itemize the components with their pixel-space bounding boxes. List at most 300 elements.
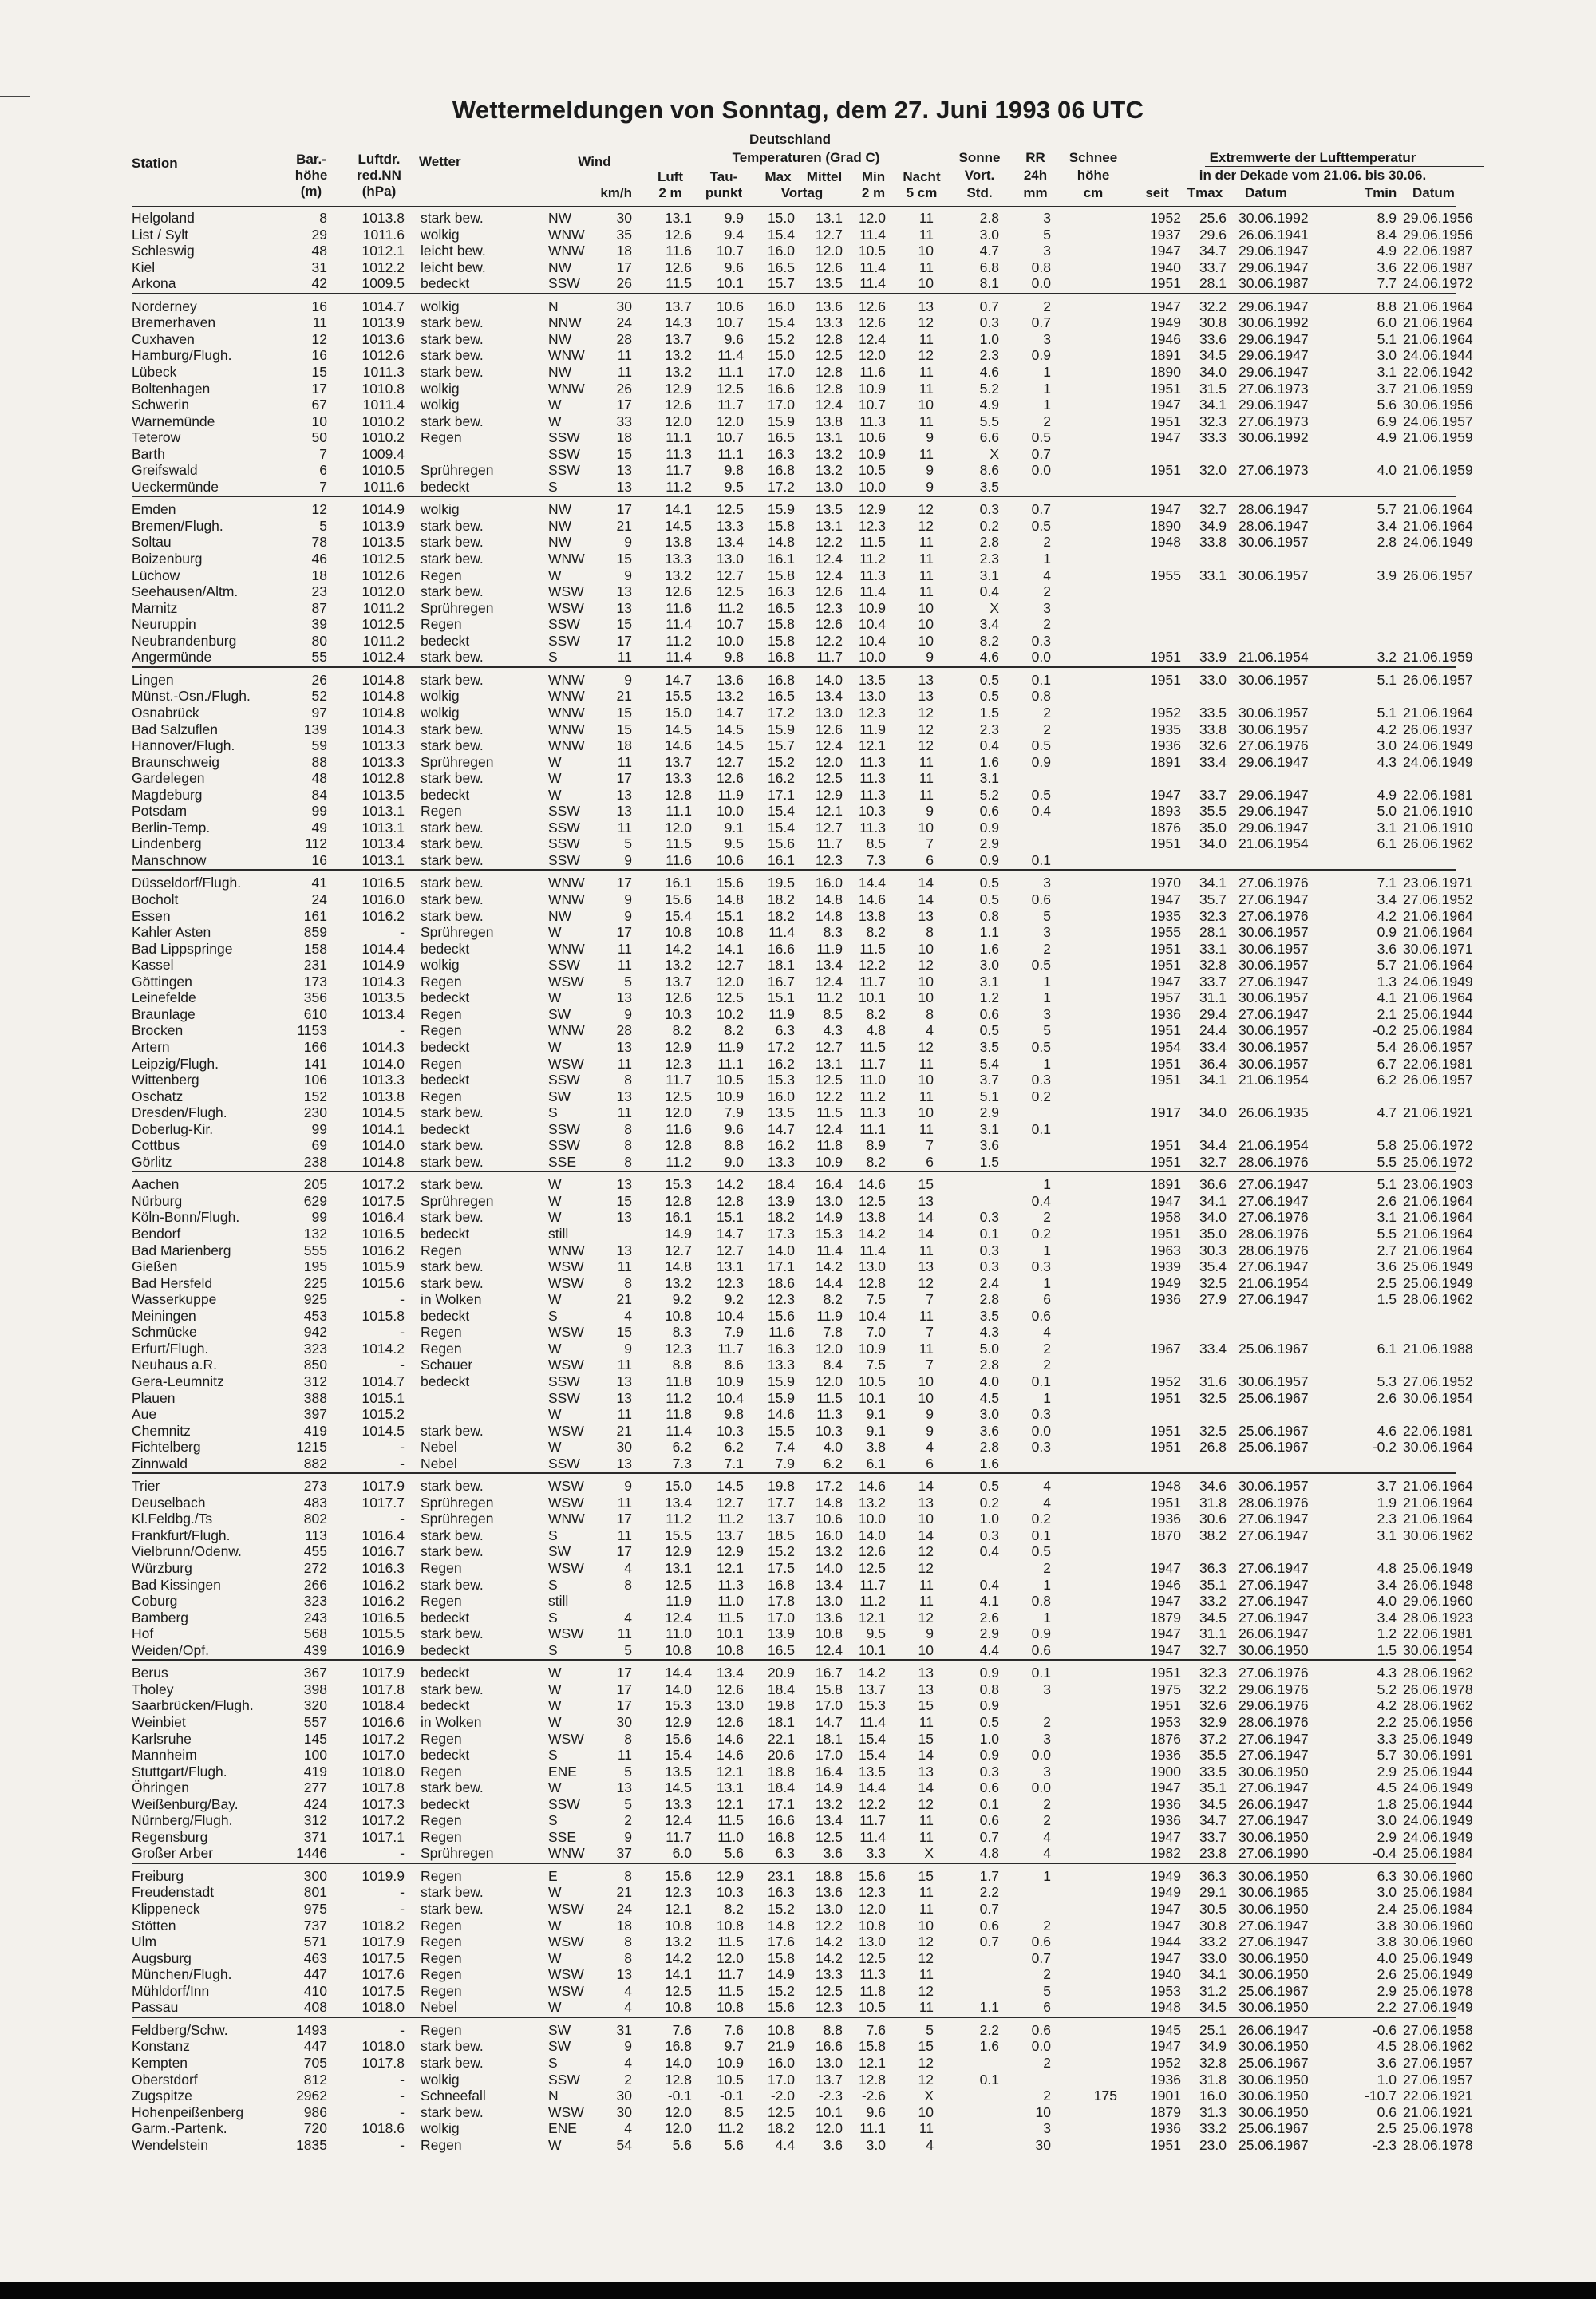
cell-schnee	[1085, 1006, 1117, 1023]
cell-sonne: 1.0	[979, 1511, 999, 1527]
header-rr-24h: 24h	[1023, 168, 1048, 183]
cell-tmin: 3.6	[1377, 940, 1396, 957]
cell-wind-speed: 9	[624, 1340, 632, 1357]
cell-seit: 1890	[1150, 363, 1181, 380]
cell-wind-dir: SSW	[548, 803, 580, 820]
cell-schnee	[1085, 1577, 1117, 1594]
cell-tmax: 33.7	[1199, 1828, 1227, 1845]
cell-tmin: 1.9	[1377, 1494, 1396, 1511]
cell-tmax-datum	[1238, 1357, 1338, 1373]
cell-nacht: 11	[918, 1966, 934, 1983]
cell-nacht: 9	[926, 649, 934, 666]
cell-nacht: 11	[918, 753, 934, 770]
cell-luft: 15.0	[664, 704, 692, 721]
header-luftdruck: Luftdr.	[358, 152, 401, 167]
cell-mittel: 12.8	[815, 330, 843, 347]
cell-mittel: 13.8	[815, 413, 843, 429]
cell-station: Wendelstein	[132, 2136, 208, 2153]
cell-tmax: 33.6	[1199, 330, 1227, 347]
cell-luftdruck: -	[400, 1901, 405, 1917]
cell-wetter: wolkig	[421, 380, 460, 397]
table-row	[0, 429, 1596, 446]
cell-tmin-datum: 24.06.1972	[1403, 275, 1473, 292]
cell-mittel: 13.4	[815, 957, 843, 974]
cell-taupunkt: 11.9	[717, 1038, 744, 1055]
cell-wind-speed: 26	[616, 380, 632, 397]
cell-bar-hoehe: 557	[303, 1713, 327, 1730]
cell-wetter: Nebel	[421, 1439, 457, 1456]
cell-rr	[1007, 770, 1051, 787]
cell-wetter: stark bew.	[421, 583, 484, 600]
table-row	[0, 1104, 1596, 1121]
cell-max: 15.6	[767, 1999, 795, 2016]
cell-luftdruck: -	[400, 1291, 405, 1308]
cell-wind-dir: NW	[548, 210, 572, 226]
table-row	[0, 1193, 1596, 1210]
cell-mittel: 14.9	[815, 1209, 843, 1226]
cell-sonne: 2.2	[979, 1884, 999, 1901]
cell-nacht: 7	[926, 1357, 934, 1373]
cell-tmax: 35.1	[1199, 1780, 1227, 1796]
cell-station: Konstanz	[132, 2038, 190, 2055]
cell-bar-hoehe: 323	[303, 1593, 327, 1610]
cell-sonne: 2.8	[979, 534, 999, 551]
table-row	[0, 1291, 1596, 1308]
cell-min: 14.6	[858, 891, 886, 907]
cell-schnee	[1085, 1242, 1117, 1259]
cell-tmax: 33.0	[1199, 1949, 1227, 1966]
cell-schnee	[1085, 1918, 1117, 1934]
cell-station: Boizenburg	[132, 551, 203, 567]
cell-tmax: 28.1	[1199, 924, 1227, 941]
cell-rr: 3	[1043, 1730, 1051, 1747]
cell-wind-dir: WNW	[548, 875, 585, 891]
cell-wetter: stark bew.	[421, 2103, 484, 2120]
table-row	[0, 1056, 1596, 1072]
cell-tmax: 33.2	[1199, 2120, 1227, 2137]
cell-min: 10.5	[858, 1373, 886, 1389]
cell-luft: 8.2	[672, 1022, 692, 1039]
cell-tmax-datum: 30.06.1950	[1238, 1867, 1309, 1884]
cell-tmin: 1.8	[1377, 1795, 1396, 1812]
cell-taupunkt: 8.5	[724, 2103, 744, 2120]
cell-wind-dir: WNW	[548, 347, 585, 364]
cell-wind-speed: 17	[616, 1511, 632, 1527]
cell-nacht: 11	[918, 1901, 934, 1917]
cell-schnee	[1085, 1780, 1117, 1796]
cell-tmax-datum	[1238, 688, 1338, 705]
table-row	[0, 1845, 1596, 1862]
cell-wind-dir: WSW	[548, 1901, 584, 1917]
cell-tmax-datum: 30.06.1957	[1238, 1055, 1309, 1072]
cell-schnee	[1085, 347, 1117, 364]
cell-tmin: -0.2	[1372, 1022, 1396, 1039]
cell-tmin: -2.3	[1372, 2136, 1396, 2153]
cell-taupunkt: 10.0	[716, 632, 744, 649]
cell-tmin-datum	[1403, 1357, 1495, 1373]
cell-nacht: 11	[918, 786, 934, 803]
cell-nacht: 7	[926, 1291, 934, 1308]
cell-sonne	[958, 1176, 999, 1193]
cell-rr: 0.1	[1031, 851, 1051, 868]
table-row	[0, 1275, 1596, 1292]
cell-luftdruck: -	[400, 1439, 405, 1456]
cell-luftdruck: 1016.2	[361, 1576, 405, 1593]
cell-schnee	[1085, 1642, 1117, 1659]
cell-sonne: 2.3	[979, 347, 999, 364]
cell-tmax: 36.3	[1199, 1560, 1227, 1576]
cell-bar-hoehe: 87	[311, 599, 327, 616]
cell-luftdruck: 1018.2	[361, 1917, 405, 1934]
cell-rr: 1	[1043, 380, 1051, 397]
cell-mittel: 12.5	[815, 1072, 843, 1088]
table-row	[0, 2088, 1596, 2104]
table-row	[0, 924, 1596, 941]
cell-wind-speed: 9	[624, 891, 632, 907]
cell-wind-speed: 4	[624, 1982, 632, 1999]
cell-tmax-datum: 25.06.1967	[1238, 1422, 1309, 1439]
cell-luftdruck: 1013.8	[361, 210, 405, 226]
cell-schnee	[1085, 2022, 1117, 2039]
cell-taupunkt: 12.6	[716, 1681, 744, 1697]
cell-wind-speed: 13	[616, 786, 632, 803]
cell-luft: 12.1	[664, 1901, 692, 1917]
cell-max: 16.6	[767, 940, 795, 957]
cell-bar-hoehe: 31	[311, 259, 327, 275]
cell-tmax-datum: 29.06.1947	[1238, 259, 1309, 275]
cell-min: 8.2	[866, 924, 886, 941]
cell-taupunkt: 10.9	[716, 1373, 744, 1389]
cell-rr: 3	[1043, 1763, 1051, 1780]
cell-wind-dir: WNW	[548, 688, 585, 705]
cell-rr: 0.2	[1031, 1088, 1051, 1104]
cell-rr: 0.0	[1031, 1780, 1051, 1796]
cell-seit	[1133, 688, 1181, 705]
cell-wetter: Regen	[421, 1867, 462, 1884]
cell-mittel: 12.6	[815, 721, 843, 737]
cell-bar-hoehe: 173	[303, 973, 327, 990]
table-row	[0, 737, 1596, 754]
cell-schnee	[1085, 1390, 1117, 1407]
cell-tmin-datum: 26.06.1957	[1403, 567, 1473, 583]
cell-wind-dir: N	[548, 298, 559, 314]
cell-nacht: 12	[918, 1560, 934, 1576]
cell-taupunkt: 9.8	[724, 649, 744, 666]
cell-max: 17.1	[767, 1795, 795, 1812]
cell-bar-hoehe: 320	[303, 1697, 327, 1714]
cell-rr: 1	[1043, 1609, 1051, 1625]
cell-sonne: 4.6	[979, 649, 999, 666]
cell-min: 11.9	[859, 721, 886, 737]
cell-tmax-datum: 25.06.1967	[1238, 2120, 1309, 2137]
cell-schnee	[1085, 1341, 1117, 1357]
cell-luft: 12.9	[664, 1713, 692, 1730]
cell-tmax: 36.6	[1199, 1176, 1227, 1193]
cell-sonne: 5.2	[979, 380, 999, 397]
cell-tmax-datum: 27.06.1947	[1238, 1917, 1309, 1934]
cell-luftdruck: 1016.2	[361, 1242, 405, 1258]
cell-mittel: 17.0	[815, 1747, 843, 1764]
table-row	[0, 1226, 1596, 1242]
cell-min: 11.3	[859, 1966, 886, 1983]
cell-wetter	[421, 1390, 540, 1407]
cell-tmax-datum	[1238, 852, 1338, 869]
cell-nacht: 4	[926, 2136, 934, 2153]
cell-max: 16.5	[767, 429, 795, 446]
header-sonne: Sonne	[958, 150, 1001, 165]
cell-bar-hoehe: 1835	[296, 2136, 327, 2153]
cell-luft: 15.4	[664, 907, 692, 924]
cell-nacht: 12	[918, 1274, 934, 1291]
table-row	[0, 1868, 1596, 1885]
cell-tmin-datum: 21.06.1921	[1403, 2103, 1473, 2120]
cell-rr	[1007, 1137, 1051, 1154]
cell-mittel: 13.0	[815, 2054, 843, 2071]
cell-min: -2.6	[861, 2088, 886, 2104]
cell-luft: 12.0	[664, 1104, 692, 1121]
cell-tmax: 31.3	[1199, 2103, 1227, 2120]
cell-max: 16.0	[767, 298, 795, 314]
cell-bar-hoehe: 629	[303, 1192, 327, 1209]
cell-wetter: Schneefall	[421, 2088, 486, 2104]
cell-sonne: 1.0	[979, 330, 999, 347]
cell-seit: 1936	[1150, 2120, 1181, 2137]
cell-min: 10.0	[858, 1511, 886, 1527]
cell-station: Klippeneck	[132, 1901, 200, 1917]
cell-sonne: 4.6	[979, 363, 999, 380]
cell-luftdruck: 1017.7	[361, 1494, 405, 1511]
cell-tmin: 5.4	[1377, 1038, 1396, 1055]
cell-tmin-datum: 22.06.1981	[1403, 1055, 1473, 1072]
cell-tmax: 34.1	[1199, 1966, 1227, 1983]
cell-sonne: 0.9	[979, 1747, 999, 1764]
cell-tmin-datum	[1403, 551, 1495, 567]
cell-mittel: 12.2	[815, 1088, 843, 1104]
cell-tmin	[1349, 1456, 1396, 1472]
cell-min: 12.3	[858, 1884, 886, 1901]
cell-schnee	[1085, 2038, 1117, 2055]
cell-taupunkt: 12.5	[716, 990, 744, 1006]
cell-tmax: 34.7	[1199, 1812, 1227, 1829]
cell-tmax-datum: 28.06.1976	[1238, 1242, 1309, 1258]
cell-tmin-datum: 23.06.1903	[1403, 1176, 1473, 1193]
cell-tmax-datum: 30.06.1957	[1238, 567, 1309, 583]
cell-station: Augsburg	[132, 1949, 192, 1966]
cell-sonne: 0.3	[979, 1258, 999, 1275]
cell-sonne: 3.5	[979, 1307, 999, 1324]
cell-station: Emden	[132, 501, 176, 518]
cell-tmax-datum: 27.06.1976	[1238, 875, 1309, 891]
cell-max: 16.3	[767, 1884, 795, 1901]
cell-min: 13.0	[858, 688, 886, 705]
cell-nacht: 10	[918, 940, 934, 957]
cell-tmin: 8.9	[1377, 210, 1396, 226]
table-row	[0, 1764, 1596, 1780]
cell-nacht: 12	[918, 1949, 934, 1966]
cell-tmax: 34.4	[1199, 1137, 1227, 1154]
cell-max: 15.9	[767, 501, 795, 518]
cell-station: Artern	[132, 1038, 170, 1055]
cell-tmax	[1185, 1456, 1227, 1472]
header-station: Station	[132, 156, 178, 171]
cell-station: Bremen/Flugh.	[132, 517, 223, 534]
cell-taupunkt: 5.6	[724, 1845, 744, 1862]
cell-bar-hoehe: 1215	[296, 1439, 327, 1456]
cell-luftdruck: -	[400, 2103, 405, 2120]
cell-sonne: 0.5	[979, 1022, 999, 1039]
cell-bar-hoehe: 161	[303, 907, 327, 924]
cell-luftdruck: 1013.3	[361, 753, 405, 770]
cell-schnee	[1085, 803, 1117, 820]
cell-max: 18.2	[767, 891, 795, 907]
cell-tmin: -0.4	[1372, 1845, 1396, 1862]
cell-sonne: 1.5	[979, 1153, 999, 1170]
cell-luftdruck: 1009.4	[361, 445, 405, 462]
cell-wind-speed: 11	[617, 940, 632, 957]
cell-wind-speed: 11	[617, 1104, 632, 1121]
cell-bar-hoehe: 455	[303, 1543, 327, 1560]
cell-wind-dir: SSW	[548, 429, 580, 446]
cell-seit: 1947	[1150, 501, 1181, 518]
cell-tmin: 1.3	[1377, 973, 1396, 990]
cell-rr: 1	[1043, 1055, 1051, 1072]
table-row	[0, 314, 1596, 331]
cell-sonne: 3.5	[979, 478, 999, 495]
cell-max: 18.5	[767, 1527, 795, 1543]
cell-seit: 1951	[1150, 2136, 1181, 2153]
cell-sonne: 5.2	[979, 786, 999, 803]
group-separator	[132, 2017, 1456, 2018]
cell-min: 11.4	[859, 1242, 886, 1258]
cell-min: 3.3	[866, 1845, 886, 1862]
cell-station: Brocken	[132, 1022, 184, 1039]
cell-tmax: 31.8	[1199, 2071, 1227, 2088]
cell-wetter	[421, 446, 540, 463]
cell-min: 11.5	[859, 1038, 886, 1055]
cell-luft: 12.5	[664, 1982, 692, 1999]
cell-tmax-datum: 30.06.1950	[1238, 2071, 1309, 2088]
cell-mittel: 11.8	[816, 1137, 843, 1154]
cell-tmin: -0.2	[1372, 1439, 1396, 1456]
cell-taupunkt: 12.9	[716, 1543, 744, 1560]
cell-luft: 11.9	[666, 1593, 692, 1610]
cell-tmax: 35.5	[1199, 803, 1227, 820]
cell-tmin: 3.9	[1377, 567, 1396, 583]
cell-sonne: 0.3	[979, 501, 999, 518]
cell-wetter: Regen	[421, 1966, 462, 1983]
cell-sonne: 2.8	[979, 1291, 999, 1308]
cell-tmax: 32.6	[1199, 1697, 1227, 1714]
cell-luft: 13.5	[664, 1763, 692, 1780]
cell-tmax-datum: 27.06.1947	[1238, 1609, 1309, 1625]
cell-wetter: stark bew.	[421, 1258, 484, 1275]
cell-wind-dir: S	[548, 1307, 558, 1324]
cell-taupunkt: 5.6	[724, 2136, 744, 2153]
cell-luft: 11.1	[666, 803, 692, 820]
cell-min: 13.7	[858, 1681, 886, 1697]
cell-nacht: 10	[918, 275, 934, 292]
cell-max: 13.9	[767, 1192, 795, 1209]
cell-station: Angermünde	[132, 649, 212, 666]
cell-max: 17.0	[767, 1609, 795, 1625]
cell-bar-hoehe: 705	[303, 2054, 327, 2071]
header-deutschland: Deutschland	[749, 132, 832, 147]
cell-tmax-datum: 27.06.1947	[1238, 1527, 1309, 1543]
cell-luftdruck: 1017.5	[361, 1192, 405, 1209]
cell-taupunkt: 12.1	[716, 1763, 744, 1780]
cell-rr: 0.1	[1031, 1527, 1051, 1543]
cell-tmax-datum: 27.06.1947	[1238, 1005, 1309, 1022]
cell-max: 11.6	[768, 1324, 795, 1341]
cell-seit: 1951	[1150, 1022, 1181, 1039]
cell-wind-dir: W	[548, 413, 562, 429]
cell-bar-hoehe: 6	[319, 462, 327, 479]
cell-seit: 1963	[1150, 1242, 1181, 1258]
cell-tmax: 33.2	[1199, 1593, 1227, 1610]
cell-wind-dir: WNW	[548, 1511, 585, 1527]
cell-seit: 1947	[1150, 298, 1181, 314]
cell-schnee	[1085, 298, 1117, 315]
cell-luft: 13.7	[664, 973, 692, 990]
cell-seit: 1958	[1150, 1209, 1181, 1226]
table-row	[0, 1088, 1596, 1105]
cell-wind-speed: 17	[616, 1697, 632, 1714]
cell-tmax-datum: 30.06.1950	[1238, 1949, 1309, 1966]
header-tmax: Tmax	[1187, 185, 1223, 200]
cell-tmax-datum: 30.06.1957	[1238, 940, 1309, 957]
cell-bar-hoehe: 737	[303, 1917, 327, 1934]
cell-wind-speed: 24	[616, 1901, 632, 1917]
cell-luftdruck: 1011.4	[362, 397, 405, 413]
cell-wetter: stark bew.	[421, 2054, 484, 2071]
cell-tmin-datum	[1403, 1121, 1495, 1138]
cell-taupunkt: 11.7	[717, 1966, 744, 1983]
cell-luft: 14.1	[664, 1966, 692, 1983]
cell-sonne: 6.6	[979, 429, 999, 446]
cell-rr: 0.1	[1031, 1665, 1051, 1681]
cell-nacht: 9	[926, 1406, 934, 1423]
cell-luftdruck: 1012.6	[361, 567, 405, 583]
cell-taupunkt: 14.5	[716, 721, 744, 737]
cell-mittel: 13.3	[815, 1966, 843, 1983]
cell-luftdruck: -	[400, 1455, 405, 1471]
cell-taupunkt: 14.6	[716, 1747, 744, 1764]
cell-rr: 0.5	[1031, 517, 1051, 534]
table-row	[0, 1209, 1596, 1226]
cell-taupunkt: 12.5	[716, 583, 744, 600]
cell-seit: 1947	[1150, 1641, 1181, 1658]
cell-min: 12.2	[858, 1795, 886, 1812]
cell-tmax: 26.8	[1199, 1439, 1227, 1456]
cell-min: 3.8	[866, 1439, 886, 1456]
cell-tmax: 33.2	[1199, 1934, 1227, 1950]
cell-wind-dir: WNW	[548, 721, 585, 737]
cell-luftdruck: 1016.2	[361, 907, 405, 924]
cell-sonne	[958, 1560, 999, 1577]
cell-rr: 2	[1043, 940, 1051, 957]
cell-nacht: 11	[918, 1576, 934, 1593]
cell-seit: 1936	[1150, 1795, 1181, 1812]
cell-min: 11.1	[859, 1120, 886, 1137]
cell-station: Kahler Asten	[132, 924, 211, 941]
cell-nacht: 7	[926, 1137, 934, 1154]
cell-luft: 12.3	[664, 1055, 692, 1072]
cell-max: 18.6	[767, 1274, 795, 1291]
cell-rr: 2	[1043, 1917, 1051, 1934]
cell-mittel: 13.5	[815, 501, 843, 518]
cell-taupunkt: 11.1	[717, 363, 744, 380]
cell-seit: 1951	[1150, 1494, 1181, 1511]
